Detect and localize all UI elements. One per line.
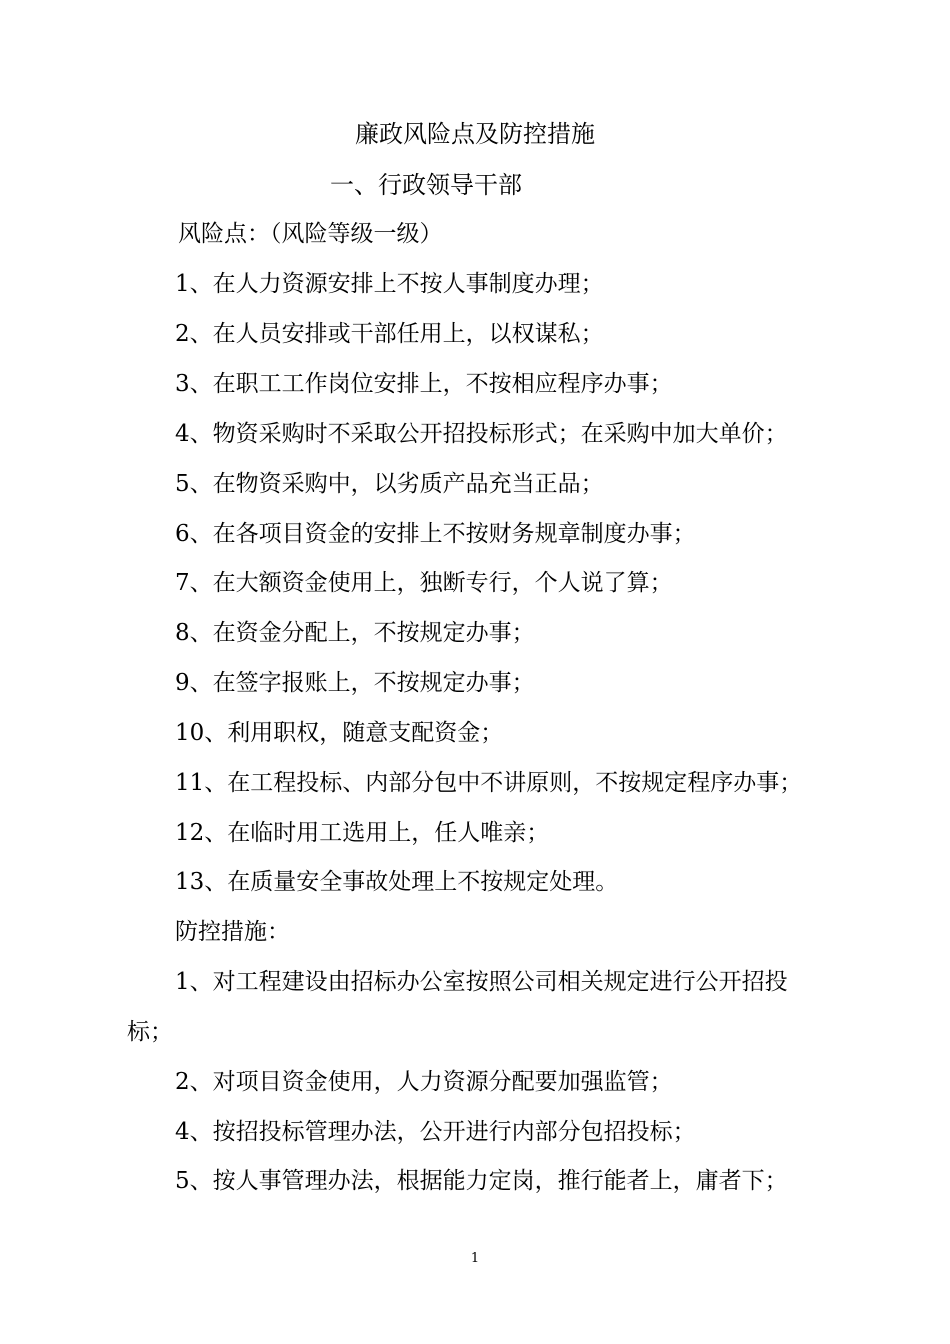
risk-item: 10、利用职权，随意支配资金； <box>175 720 504 746</box>
risk-item: 1、在人力资源安排上不按人事制度办理； <box>175 271 604 297</box>
risk-heading: 风险点：（风险等级一级） <box>178 221 443 247</box>
control-heading: 防控措施： <box>175 919 290 945</box>
section-heading: 一、行政领导干部 <box>330 171 522 199</box>
risk-item: 11、在工程投标、内部分包中不讲原则，不按规定程序办事； <box>175 770 803 796</box>
risk-item: 3、在职工工作岗位安排上，不按相应程序办事； <box>175 371 673 397</box>
control-item-continuation: 标； <box>127 1019 173 1045</box>
risk-item: 7、在大额资金使用上，独断专行，个人说了算； <box>175 570 673 596</box>
risk-item: 8、在资金分配上，不按规定办事； <box>175 620 535 646</box>
control-item: 1、对工程建设由招标办公室按照公司相关规定进行公开招投 <box>175 969 788 995</box>
document-title: 廉政风险点及防控措施 <box>355 120 595 148</box>
risk-item: 12、在临时用工选用上，任人唯亲； <box>175 820 550 846</box>
risk-item: 13、在质量安全事故处理上不按规定处理。 <box>175 869 619 895</box>
risk-item: 9、在签字报账上，不按规定办事； <box>175 670 535 696</box>
control-item: 4、按招投标管理办法，公开进行内部分包招投标； <box>175 1119 696 1145</box>
control-item: 5、按人事管理办法，根据能力定岗，推行能者上，庸者下； <box>175 1168 788 1194</box>
risk-item: 2、在人员安排或干部任用上，以权谋私； <box>175 321 604 347</box>
page-number: 1 <box>470 1251 480 1266</box>
control-item: 2、对项目资金使用，人力资源分配要加强监管； <box>175 1069 673 1095</box>
risk-item: 5、在物资采购中，以劣质产品充当正品； <box>175 471 604 497</box>
risk-item: 6、在各项目资金的安排上不按财务规章制度办事； <box>175 521 696 547</box>
risk-item: 4、物资采购时不采取公开招投标形式；在采购中加大单价； <box>175 421 788 447</box>
